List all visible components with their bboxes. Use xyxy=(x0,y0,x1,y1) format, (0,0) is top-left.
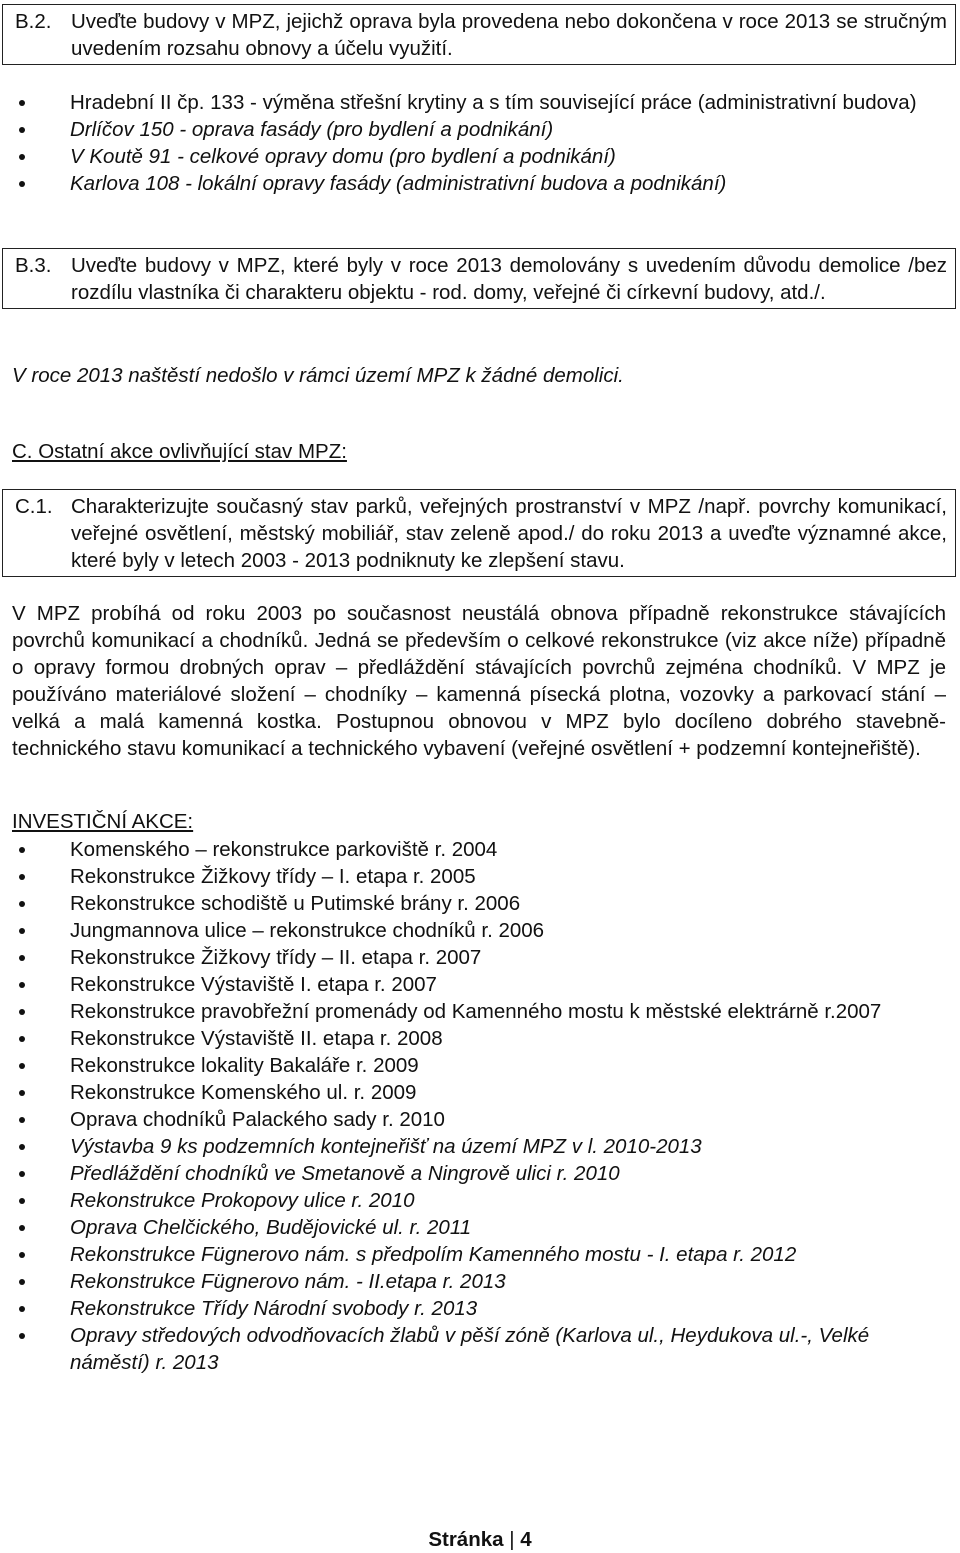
list-item: Rekonstrukce Žižkovy třídy – II. etapa r. 2007 xyxy=(0,944,948,971)
investments-heading: INVESTIČNÍ AKCE: xyxy=(12,810,194,833)
list-item: Opravy středových odvodňovacích žlabů v pěší zóně (Karlova ul., Heydukova ul.-, Velké náměstí) r. 2013 xyxy=(0,1322,948,1376)
list-item: Komenského – rekonstrukce parkoviště r. 2004 xyxy=(0,836,948,863)
footer-separator: | xyxy=(509,1528,515,1551)
investments-list xyxy=(0,836,948,1376)
list-item: Drlíčov 150 - oprava fasády (pro bydlení a podnikání) xyxy=(0,116,948,143)
list-item: Jungmannova ulice – rekonstrukce chodníků r. 2006 xyxy=(0,917,948,944)
list-item: Karlova 108 - lokální opravy fasády (administrativní budova a podnikání) xyxy=(0,170,948,197)
list-item: Výstavba 9 ks podzemních kontejneřišť na území MPZ v l. 2010-2013 xyxy=(0,1133,948,1160)
page-number: 4 xyxy=(520,1528,532,1551)
list-item: Rekonstrukce Třídy Národní svobody r. 2013 xyxy=(0,1295,948,1322)
list-item: Rekonstrukce schodiště u Putimské brány r. 2006 xyxy=(0,890,948,917)
question-number: B.2. xyxy=(15,10,52,33)
list-item: Rekonstrukce Fügnerovo nám. - II.etapa r. 2013 xyxy=(0,1268,948,1295)
list-item: Rekonstrukce Fügnerovo nám. s předpolím Kamenného mostu - I. etapa r. 2012 xyxy=(0,1241,948,1268)
list-item: Rekonstrukce Komenského ul. r. 2009 xyxy=(0,1079,948,1106)
question-box-b2 xyxy=(2,4,956,65)
question-number: C.1. xyxy=(15,495,53,518)
list-item: Hradební II čp. 133 - výměna střešní krytiny a s tím související práce (administrativní budova) xyxy=(0,89,948,116)
question-text: Charakterizujte současný stav parků, veřejných prostranství v MPZ /např. povrchy komunikací, veřejné osvětlení, městský mobiliář, stav zeleně apod./ do roku 2013 a uveďte významné akce, které byly v letech 2003 - 2013 podniknuty ke zlepšení stavu. xyxy=(71,495,947,572)
section-c-heading: C. Ostatní akce ovlivňující stav MPZ: xyxy=(12,440,347,463)
b2-building-list xyxy=(0,89,948,197)
b3-answer: V roce 2013 naštěstí nedošlo v rámci území MPZ k žádné demolici. xyxy=(12,364,624,387)
list-item: Oprava chodníků Palackého sady r. 2010 xyxy=(0,1106,948,1133)
question-text: Uveďte budovy v MPZ, jejichž oprava byla provedena nebo dokončena v roce 2013 se stručným uvedením rozsahu obnovy a účelu využití. xyxy=(71,10,947,60)
question-text: Uveďte budovy v MPZ, které byly v roce 2013 demolovány s uvedením důvodu demolice /bez rozdílu vlastníka či charakteru objektu - rod. domy, veřejné či církevní budovy, atd./. xyxy=(71,254,947,304)
question-box-c1 xyxy=(2,489,956,577)
question-box-b3 xyxy=(2,248,956,309)
list-item: Rekonstrukce Výstaviště II. etapa r. 2008 xyxy=(0,1025,948,1052)
list-item: Rekonstrukce Prokopovy ulice r. 2010 xyxy=(0,1187,948,1214)
list-item: Rekonstrukce Žižkovy třídy – I. etapa r. 2005 xyxy=(0,863,948,890)
list-item: Rekonstrukce Výstaviště I. etapa r. 2007 xyxy=(0,971,948,998)
page-footer xyxy=(0,1526,960,1553)
question-number: B.3. xyxy=(15,254,52,277)
c1-answer-paragraph: V MPZ probíhá od roku 2003 po současnost neustálá obnova případně rekonstrukce stávajících povrchů komunikací a chodníků. Jedná se především o celkové rekonstrukce (viz akce níže) případně o opravy formou drobných oprav – předláždění stávajících povrchů zejména chodníků. V MPZ je používáno materiálové složení – chodníky – kamenná písecká plotna, vozovky a parkovací stání – velká a malá kamenná kostka. Postupnou obnovou v MPZ bylo docíleno dobrého stavebně-technického stavu komunikací a technického vybavení (veřejné osvětlení + podzemní kontejneřiště). xyxy=(12,602,946,760)
list-item: Předláždění chodníků ve Smetanově a Ningrově ulici r. 2010 xyxy=(0,1160,948,1187)
list-item: Rekonstrukce pravobřežní promenády od Kamenného mostu k městské elektrárně r.2007 xyxy=(0,998,948,1025)
list-item: Rekonstrukce lokality Bakaláře r. 2009 xyxy=(0,1052,948,1079)
list-item: V Koutě 91 - celkové opravy domu (pro bydlení a podnikání) xyxy=(0,143,948,170)
list-item: Oprava Chelčického, Budějovické ul. r. 2011 xyxy=(0,1214,948,1241)
footer-label: Stránka xyxy=(428,1528,504,1551)
